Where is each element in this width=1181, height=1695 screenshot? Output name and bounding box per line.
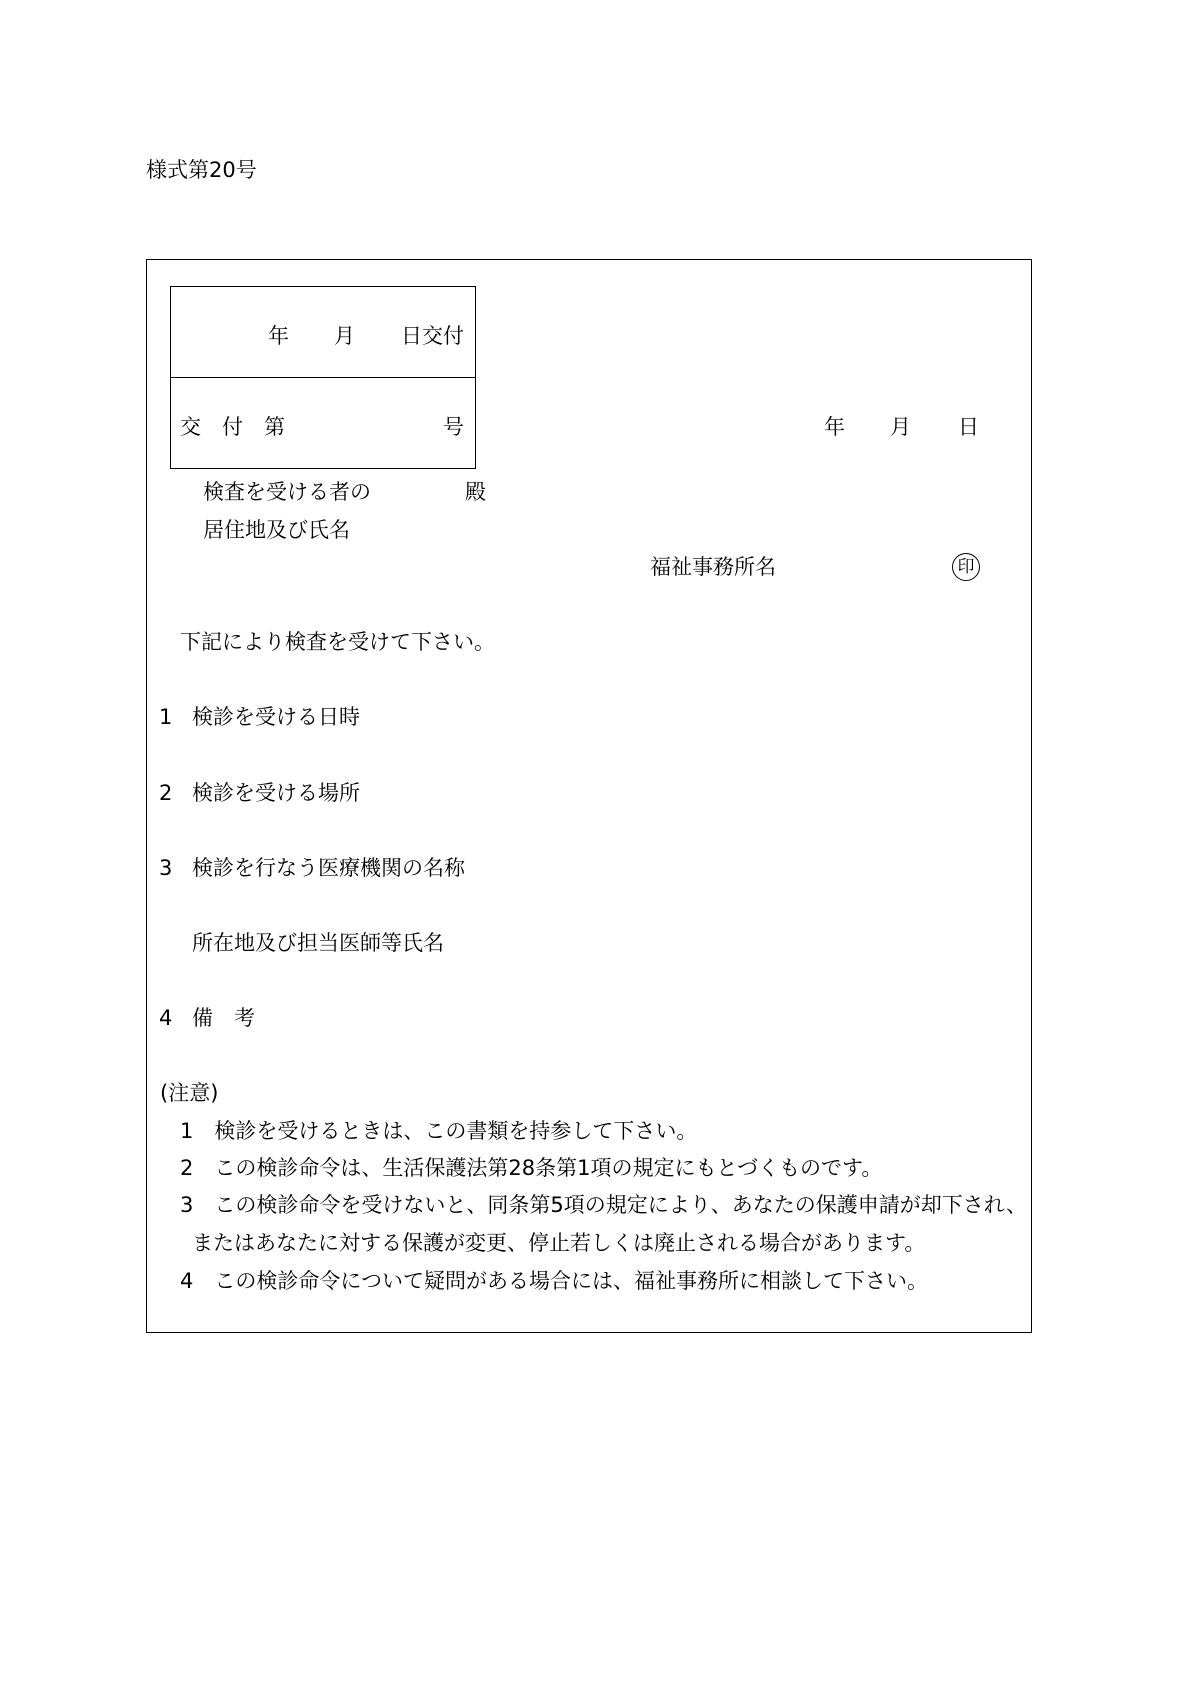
item-3-subtext: 所在地及び担当医師等氏名 xyxy=(192,931,444,955)
item-1-number: 1 xyxy=(159,705,173,729)
issue-box xyxy=(170,286,476,469)
issue-year-label: 年 xyxy=(268,324,289,348)
date-day-label: 日 xyxy=(958,415,979,439)
form-number: 様式第20号 xyxy=(146,158,257,182)
notes-heading: (注意) xyxy=(160,1081,219,1105)
note-line-4: 4 この検診命令について疑問がある場合には、福祉事務所に相談して下さい。 xyxy=(180,1269,928,1293)
item-4-number: 4 xyxy=(159,1006,173,1030)
item-1-text: 検診を受ける日時 xyxy=(192,705,360,729)
note-line-1: 1 検診を受けるときは、この書類を持参して下さい。 xyxy=(180,1119,698,1143)
note-line-3: 3 この検診命令を受けないと、同条第5項の規定により、あなたの保護申請が却下され、 xyxy=(180,1193,1027,1217)
recipient-label-line2: 居住地及び氏名 xyxy=(203,518,350,542)
item-4-text: 備 考 xyxy=(192,1006,255,1030)
office-name-label: 福祉事務所名 xyxy=(650,555,776,579)
date-month-label: 月 xyxy=(890,415,911,439)
note-line-3-continued: またはあなたに対する保護が変更、停止若しくは廃止される場合があります。 xyxy=(192,1231,926,1255)
note-line-2: 2 この検診命令は、生活保護法第28条第1項の規定にもとづくものです。 xyxy=(180,1156,883,1180)
recipient-honorific: 殿 xyxy=(465,480,486,504)
issue-day-label: 日交付 xyxy=(401,324,464,348)
item-3-text: 検診を行なう医療機関の名称 xyxy=(192,856,465,880)
recipient-label-line1: 検査を受ける者の xyxy=(203,480,371,504)
issue-month-label: 月 xyxy=(334,324,355,348)
item-2-number: 2 xyxy=(159,781,173,805)
item-2-text: 検診を受ける場所 xyxy=(192,781,360,805)
issue-number-suffix: 号 xyxy=(443,415,464,439)
seal-stamp: 印 xyxy=(952,553,980,581)
instruction-text: 下記により検査を受けて下さい。 xyxy=(180,630,495,654)
issue-number-label: 交 付 第 xyxy=(180,415,285,439)
issue-box-divider xyxy=(171,377,475,378)
date-year-label: 年 xyxy=(824,415,845,439)
item-3-number: 3 xyxy=(159,856,173,880)
